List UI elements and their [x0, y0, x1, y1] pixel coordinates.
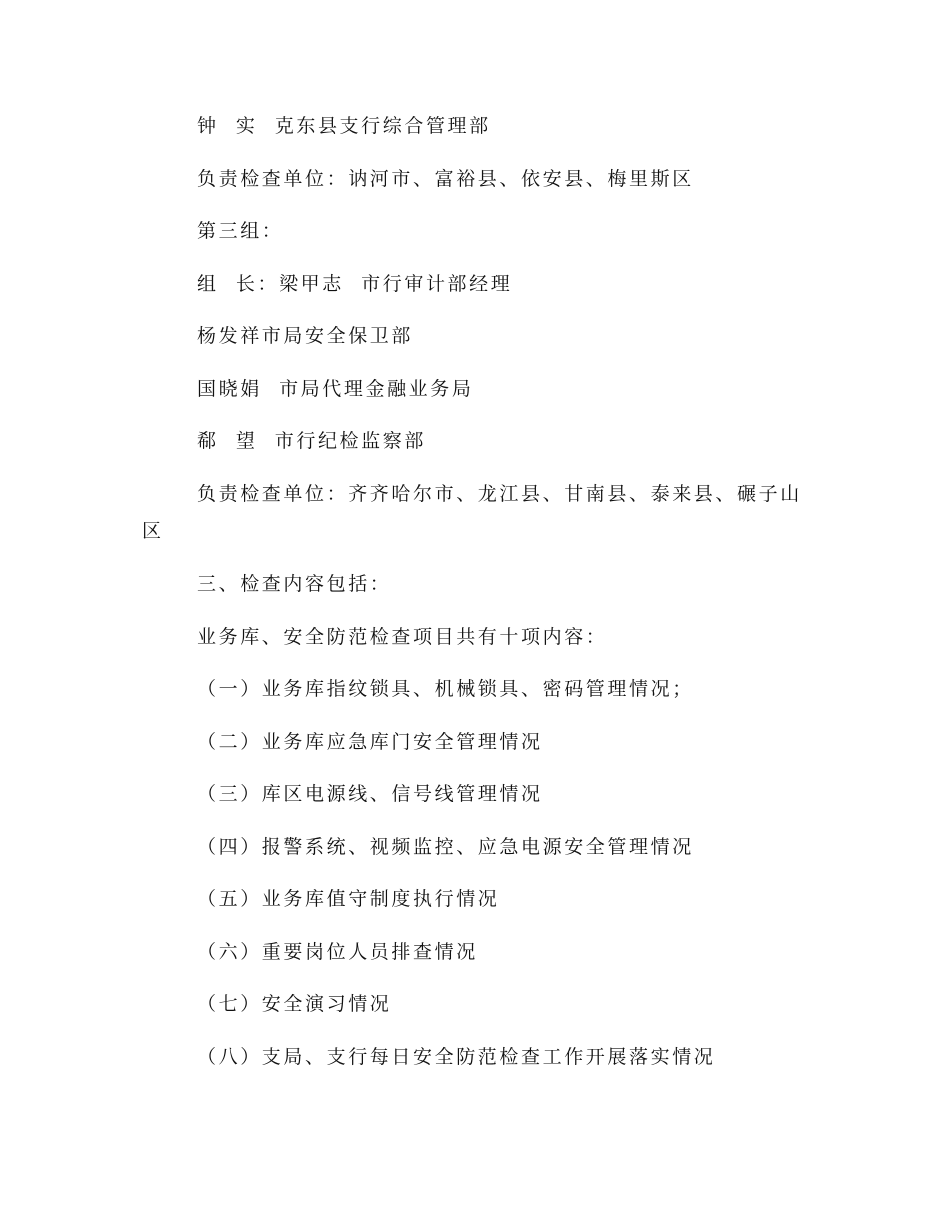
text-line-member-zhong: 钟 实 克东县支行综合管理部	[197, 115, 491, 137]
text-line-group2-units: 负责检查单位：讷河市、富裕县、依安县、梅里斯区	[197, 168, 694, 190]
text-line-member-guo: 国晓娟 市局代理金融业务局	[197, 378, 474, 400]
section-heading-inspection-content: 三、检查内容包括：	[197, 573, 392, 595]
list-item-4: （四）报警系统、视频监控、应急电源安全管理情况	[197, 836, 694, 858]
text-line-group3-heading: 第三组：	[197, 220, 284, 242]
text-line-group3-leader: 组 长：梁甲志 市行审计部经理	[197, 273, 513, 295]
list-item-7: （七）安全演习情况	[197, 993, 392, 1015]
list-item-3: （三）库区电源线、信号线管理情况	[197, 783, 543, 805]
text-line-group3-units-continued: 区	[142, 520, 164, 542]
text-line-member-yang: 杨发祥市局安全保卫部	[197, 325, 414, 347]
text-line-items-intro: 业务库、安全防范检查项目共有十项内容：	[197, 626, 608, 648]
list-item-6: （六）重要岗位人员排查情况	[197, 941, 478, 963]
list-item-1: （一）业务库指纹锁具、机械锁具、密码管理情况；	[197, 678, 694, 700]
list-item-2: （二）业务库应急库门安全管理情况	[197, 731, 543, 753]
list-item-5: （五）业务库值守制度执行情况	[197, 888, 500, 910]
text-line-member-xi: 郗 望 市行纪检监察部	[197, 430, 426, 452]
text-line-group3-units: 负责检查单位：齐齐哈尔市、龙江县、甘南县、泰来县、碾子山	[197, 483, 802, 505]
list-item-8: （八）支局、支行每日安全防范检查工作开展落实情况	[197, 1046, 716, 1068]
